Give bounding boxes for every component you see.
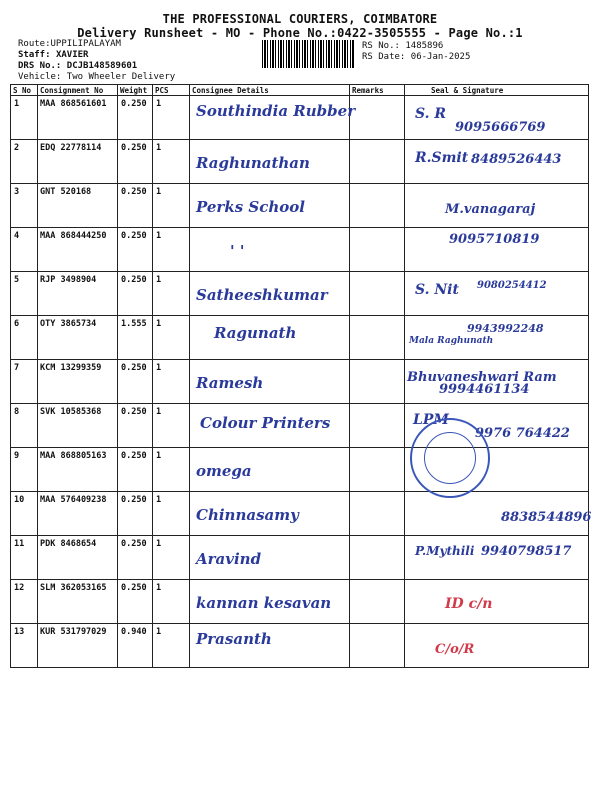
- row-sno: 13: [11, 624, 38, 668]
- route-line: [18, 39, 121, 50]
- row-consignment: MAA 868561601: [38, 96, 118, 140]
- row-pcs: 1: [153, 96, 190, 140]
- barcode: [262, 40, 354, 68]
- row-signature: [405, 140, 589, 184]
- row-pcs: 1: [153, 184, 190, 228]
- row-signature: [405, 96, 589, 140]
- staff-line: [18, 50, 88, 61]
- row-signature: [405, 580, 589, 624]
- row-consignee: [190, 624, 350, 668]
- row-pcs: 1: [153, 140, 190, 184]
- signature-handwriting: P.Mythili: [415, 544, 475, 558]
- row-consignment: KUR 531797029: [38, 624, 118, 668]
- row-consignee: [190, 96, 356, 140]
- table-row: [11, 184, 589, 228]
- row-pcs: 1: [153, 360, 190, 404]
- table-row: [11, 536, 589, 580]
- signature-name: 9976 764422: [475, 426, 570, 441]
- col-pcs: PCS: [153, 85, 190, 96]
- row-remarks: [350, 184, 405, 228]
- signature-handwriting: S. R: [415, 106, 446, 122]
- col-seal: Seal & Signature: [405, 85, 589, 96]
- row-weight: 0.250: [118, 404, 153, 448]
- row-sno: 10: [11, 492, 38, 536]
- signature-handwriting: S. Nit: [415, 282, 459, 298]
- signature-phone: 8838544896: [501, 510, 592, 525]
- runsheet-title: Delivery Runsheet - MO - Phone No.:0422-3505555 - Page No.:1: [77, 26, 523, 40]
- table-row: [11, 96, 589, 140]
- signature-phone: 9095710819: [449, 232, 540, 247]
- table-row: [11, 316, 589, 360]
- signature-handwriting: LPM: [413, 412, 449, 428]
- col-sno: S No: [11, 85, 38, 96]
- rs-no-line: [362, 41, 443, 52]
- row-pcs: 1: [153, 624, 190, 668]
- signature-phone: 9080254412: [477, 280, 547, 291]
- signature-phone: 9943992248: [467, 322, 544, 335]
- row-weight: 0.250: [118, 96, 153, 140]
- row-sno: 9: [11, 448, 38, 492]
- row-pcs: 1: [153, 448, 190, 492]
- consignee-handwriting: ' ': [230, 242, 245, 260]
- row-weight: 0.250: [118, 184, 153, 228]
- row-sno: 11: [11, 536, 38, 580]
- drs-label: DRS No.:: [18, 61, 62, 71]
- row-pcs: 1: [153, 536, 190, 580]
- table-row: [11, 448, 589, 492]
- row-consignment: SVK 10585368: [38, 404, 118, 448]
- row-signature: [405, 536, 589, 580]
- drs-value: DCJB148589601: [66, 61, 138, 71]
- row-pcs: 1: [153, 580, 190, 624]
- rs-date-value: 06-Jan-2025: [410, 52, 471, 62]
- row-weight: 0.250: [118, 228, 153, 272]
- col-consignee: Consignee Details: [190, 85, 350, 96]
- row-remarks: [350, 624, 405, 668]
- row-sno: 7: [11, 360, 38, 404]
- consignee-handwriting: Colour Printers: [200, 414, 331, 432]
- row-pcs: 1: [153, 228, 190, 272]
- row-remarks: [350, 272, 405, 316]
- table-row: [11, 228, 589, 272]
- row-weight: 1.555: [118, 316, 153, 360]
- consignee-handwriting: Prasanth: [196, 630, 272, 648]
- row-pcs: 1: [153, 316, 190, 360]
- row-weight: 0.250: [118, 360, 153, 404]
- row-signature: [405, 316, 589, 360]
- signature-phone: 9994461134: [439, 382, 530, 397]
- row-signature: [405, 184, 589, 228]
- row-consignment: MAA 576409238: [38, 492, 118, 536]
- staff-value: XAVIER: [55, 50, 89, 60]
- col-weight: Weight: [118, 85, 153, 96]
- table-row: [11, 580, 589, 624]
- signature-phone: 8489526443: [471, 152, 562, 167]
- signature-name: M.vanagaraj: [445, 202, 536, 217]
- table-row: [11, 140, 589, 184]
- row-sno: 8: [11, 404, 38, 448]
- row-consignment: SLM 362053165: [38, 580, 118, 624]
- row-remarks: [350, 96, 405, 140]
- row-remarks: [350, 404, 405, 448]
- vehicle-label: Vehicle:: [18, 72, 62, 82]
- row-consignment: MAA 868444250: [38, 228, 118, 272]
- row-sno: 2: [11, 140, 38, 184]
- consignee-handwriting: kannan kesavan: [196, 594, 332, 612]
- drs-line: [18, 61, 137, 72]
- row-pcs: 1: [153, 272, 190, 316]
- signature-handwriting: ID c/n: [445, 596, 493, 612]
- row-remarks: [350, 228, 405, 272]
- row-sno: 12: [11, 580, 38, 624]
- row-consignment: RJP 3498904: [38, 272, 118, 316]
- row-consignee: [190, 360, 350, 404]
- row-signature: [405, 228, 589, 272]
- table-header-row: [11, 85, 589, 96]
- row-weight: 0.250: [118, 140, 153, 184]
- row-weight: 0.250: [118, 580, 153, 624]
- rs-no-label: RS No.:: [362, 41, 400, 51]
- route-label: Route:: [18, 39, 51, 49]
- row-consignee: [190, 404, 350, 448]
- row-remarks: [350, 316, 405, 360]
- table-row: [11, 272, 589, 316]
- vehicle-line: [18, 72, 175, 83]
- row-remarks: [350, 448, 405, 492]
- row-weight: 0.250: [118, 272, 153, 316]
- col-remarks: Remarks: [350, 85, 405, 96]
- row-weight: 0.250: [118, 492, 153, 536]
- consignee-handwriting: Ragunath: [214, 324, 297, 342]
- row-sno: 1: [11, 96, 38, 140]
- col-consignment: Consignment No: [38, 85, 118, 96]
- company-title: THE PROFESSIONAL COURIERS, COIMBATORE: [162, 12, 438, 26]
- consignee-handwriting: Southindia Rubber: [196, 102, 356, 120]
- consignee-handwriting: Ramesh: [196, 374, 264, 392]
- row-consignee: [190, 228, 350, 272]
- table-row: [11, 404, 589, 448]
- row-consignee: [190, 536, 350, 580]
- row-consignee: [190, 492, 350, 536]
- row-signature: [405, 272, 589, 316]
- row-consignment: PDK 8468654: [38, 536, 118, 580]
- vehicle-value: Two Wheeler Delivery: [66, 72, 176, 82]
- signature-handwriting: Bhuvaneshwari Ram: [407, 370, 557, 385]
- row-remarks: [350, 536, 405, 580]
- consignee-handwriting: Satheeshkumar: [196, 286, 328, 304]
- company-seal-stamp: [410, 418, 490, 498]
- row-consignee: [190, 140, 350, 184]
- row-consignment: OTY 3865734: [38, 316, 118, 360]
- row-pcs: 1: [153, 404, 190, 448]
- row-remarks: [350, 580, 405, 624]
- row-consignee: [190, 184, 350, 228]
- rs-no-value: 1485896: [405, 41, 444, 51]
- row-consignment: MAA 868805163: [38, 448, 118, 492]
- row-consignment: GNT 520168: [38, 184, 118, 228]
- consignee-handwriting: Perks School: [196, 198, 305, 216]
- row-consignee: [190, 316, 350, 360]
- rs-date-line: [362, 52, 470, 63]
- runsheet-table: [10, 84, 592, 668]
- route-value: UPPILIPALAYAM: [50, 39, 121, 49]
- row-weight: 0.250: [118, 448, 153, 492]
- row-remarks: [350, 360, 405, 404]
- signature-phone: 9095666769: [455, 120, 546, 135]
- consignee-handwriting: omega: [196, 462, 252, 480]
- rs-date-label: RS Date:: [362, 52, 406, 62]
- staff-label: Staff:: [18, 50, 51, 60]
- row-remarks: [350, 140, 405, 184]
- consignee-handwriting: Aravind: [196, 550, 262, 568]
- row-remarks: [350, 492, 405, 536]
- row-consignment: EDQ 22778114: [38, 140, 118, 184]
- row-sno: 6: [11, 316, 38, 360]
- row-consignee: [190, 448, 350, 492]
- signature-note: C/o/R: [435, 642, 475, 657]
- row-sno: 4: [11, 228, 38, 272]
- row-consignee: [190, 272, 350, 316]
- seal-inner-ring: [424, 432, 476, 484]
- table-row: [11, 492, 589, 536]
- signature-phone: 9940798517: [481, 544, 572, 559]
- row-signature: [405, 624, 589, 668]
- row-consignment: KCM 13299359: [38, 360, 118, 404]
- row-signature: [405, 492, 592, 536]
- row-weight: 0.250: [118, 536, 153, 580]
- row-weight: 0.940: [118, 624, 153, 668]
- table-row: [11, 624, 589, 668]
- row-consignee: [190, 580, 350, 624]
- row-sno: 3: [11, 184, 38, 228]
- row-sno: 5: [11, 272, 38, 316]
- signature-handwriting: Mala Raghunath: [409, 336, 494, 346]
- row-pcs: 1: [153, 492, 190, 536]
- signature-handwriting: R.Smit: [415, 150, 469, 166]
- table-row: [11, 360, 589, 404]
- row-signature: [405, 360, 589, 404]
- consignee-handwriting: Chinnasamy: [196, 506, 299, 524]
- consignee-handwriting: Raghunathan: [196, 154, 310, 172]
